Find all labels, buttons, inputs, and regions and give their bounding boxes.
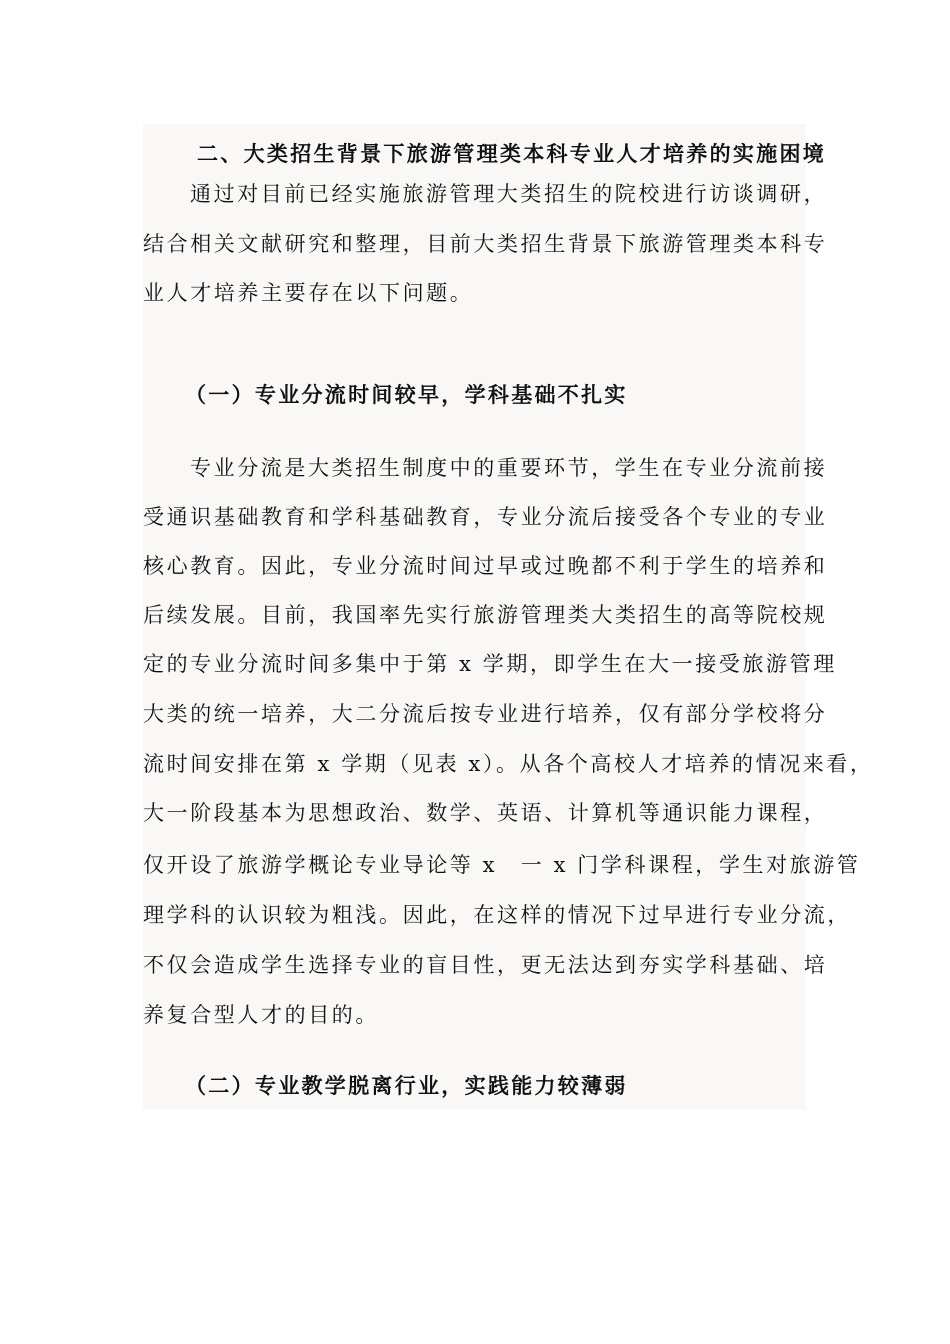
intro-line-2: 结合相关文献研究和整理，目前大类招生背景下旅游管理类本科专 <box>143 232 828 256</box>
body-line-2: 受通识基础教育和学科基础教育，专业分流后接受各个专业的专业 <box>143 505 828 529</box>
body-line-9: 仅开设了旅游学概论专业导论等 x 一 x 门学科课程，学生对旅游管 <box>143 853 861 877</box>
body-line-11: 不仅会造成学生选择专业的盲目性，更无法达到夯实学科基础、培 <box>143 953 828 977</box>
body-line-12: 养复合型人才的目的。 <box>143 1003 379 1027</box>
body-line-8: 大一阶段基本为思想政治、数学、英语、计算机等通识能力课程， <box>143 801 828 825</box>
intro-line-1: 通过对目前已经实施旅游管理大类招生的院校进行访谈调研， <box>190 182 828 206</box>
body-line-10: 理学科的认识较为粗浅。因此，在这样的情况下过早进行专业分流， <box>143 903 851 927</box>
body-line-3: 核心教育。因此，专业分流时间过早或过晚都不利于学生的培养和 <box>143 554 828 578</box>
intro-line-3: 业人才培养主要存在以下问题。 <box>143 281 474 305</box>
body-line-5: 定的专业分流时间多集中于第 x 学期，即学生在大一接受旅游管理 <box>143 652 837 676</box>
body-line-6: 大类的统一培养，大二分流后按专业进行培养，仅有部分学校将分 <box>143 702 828 726</box>
subsection-2-title: （二）专业教学脱离行业，实践能力较薄弱 <box>185 1073 628 1098</box>
body-line-4: 后续发展。目前，我国率先实行旅游管理类大类招生的高等院校规 <box>143 603 828 627</box>
document-page <box>143 124 874 1110</box>
subsection-1-title: （一）专业分流时间较早，学科基础不扎实 <box>185 382 628 407</box>
body-line-1: 专业分流是大类招生制度中的重要环节，学生在专业分流前接 <box>190 456 828 480</box>
body-line-7: 流时间安排在第 x 学期（见表 x）。从各个高校人才培养的情况来看， <box>143 752 874 776</box>
section-title: 二、大类招生背景下旅游管理类本科专业人才培养的实施困境 <box>197 141 827 166</box>
